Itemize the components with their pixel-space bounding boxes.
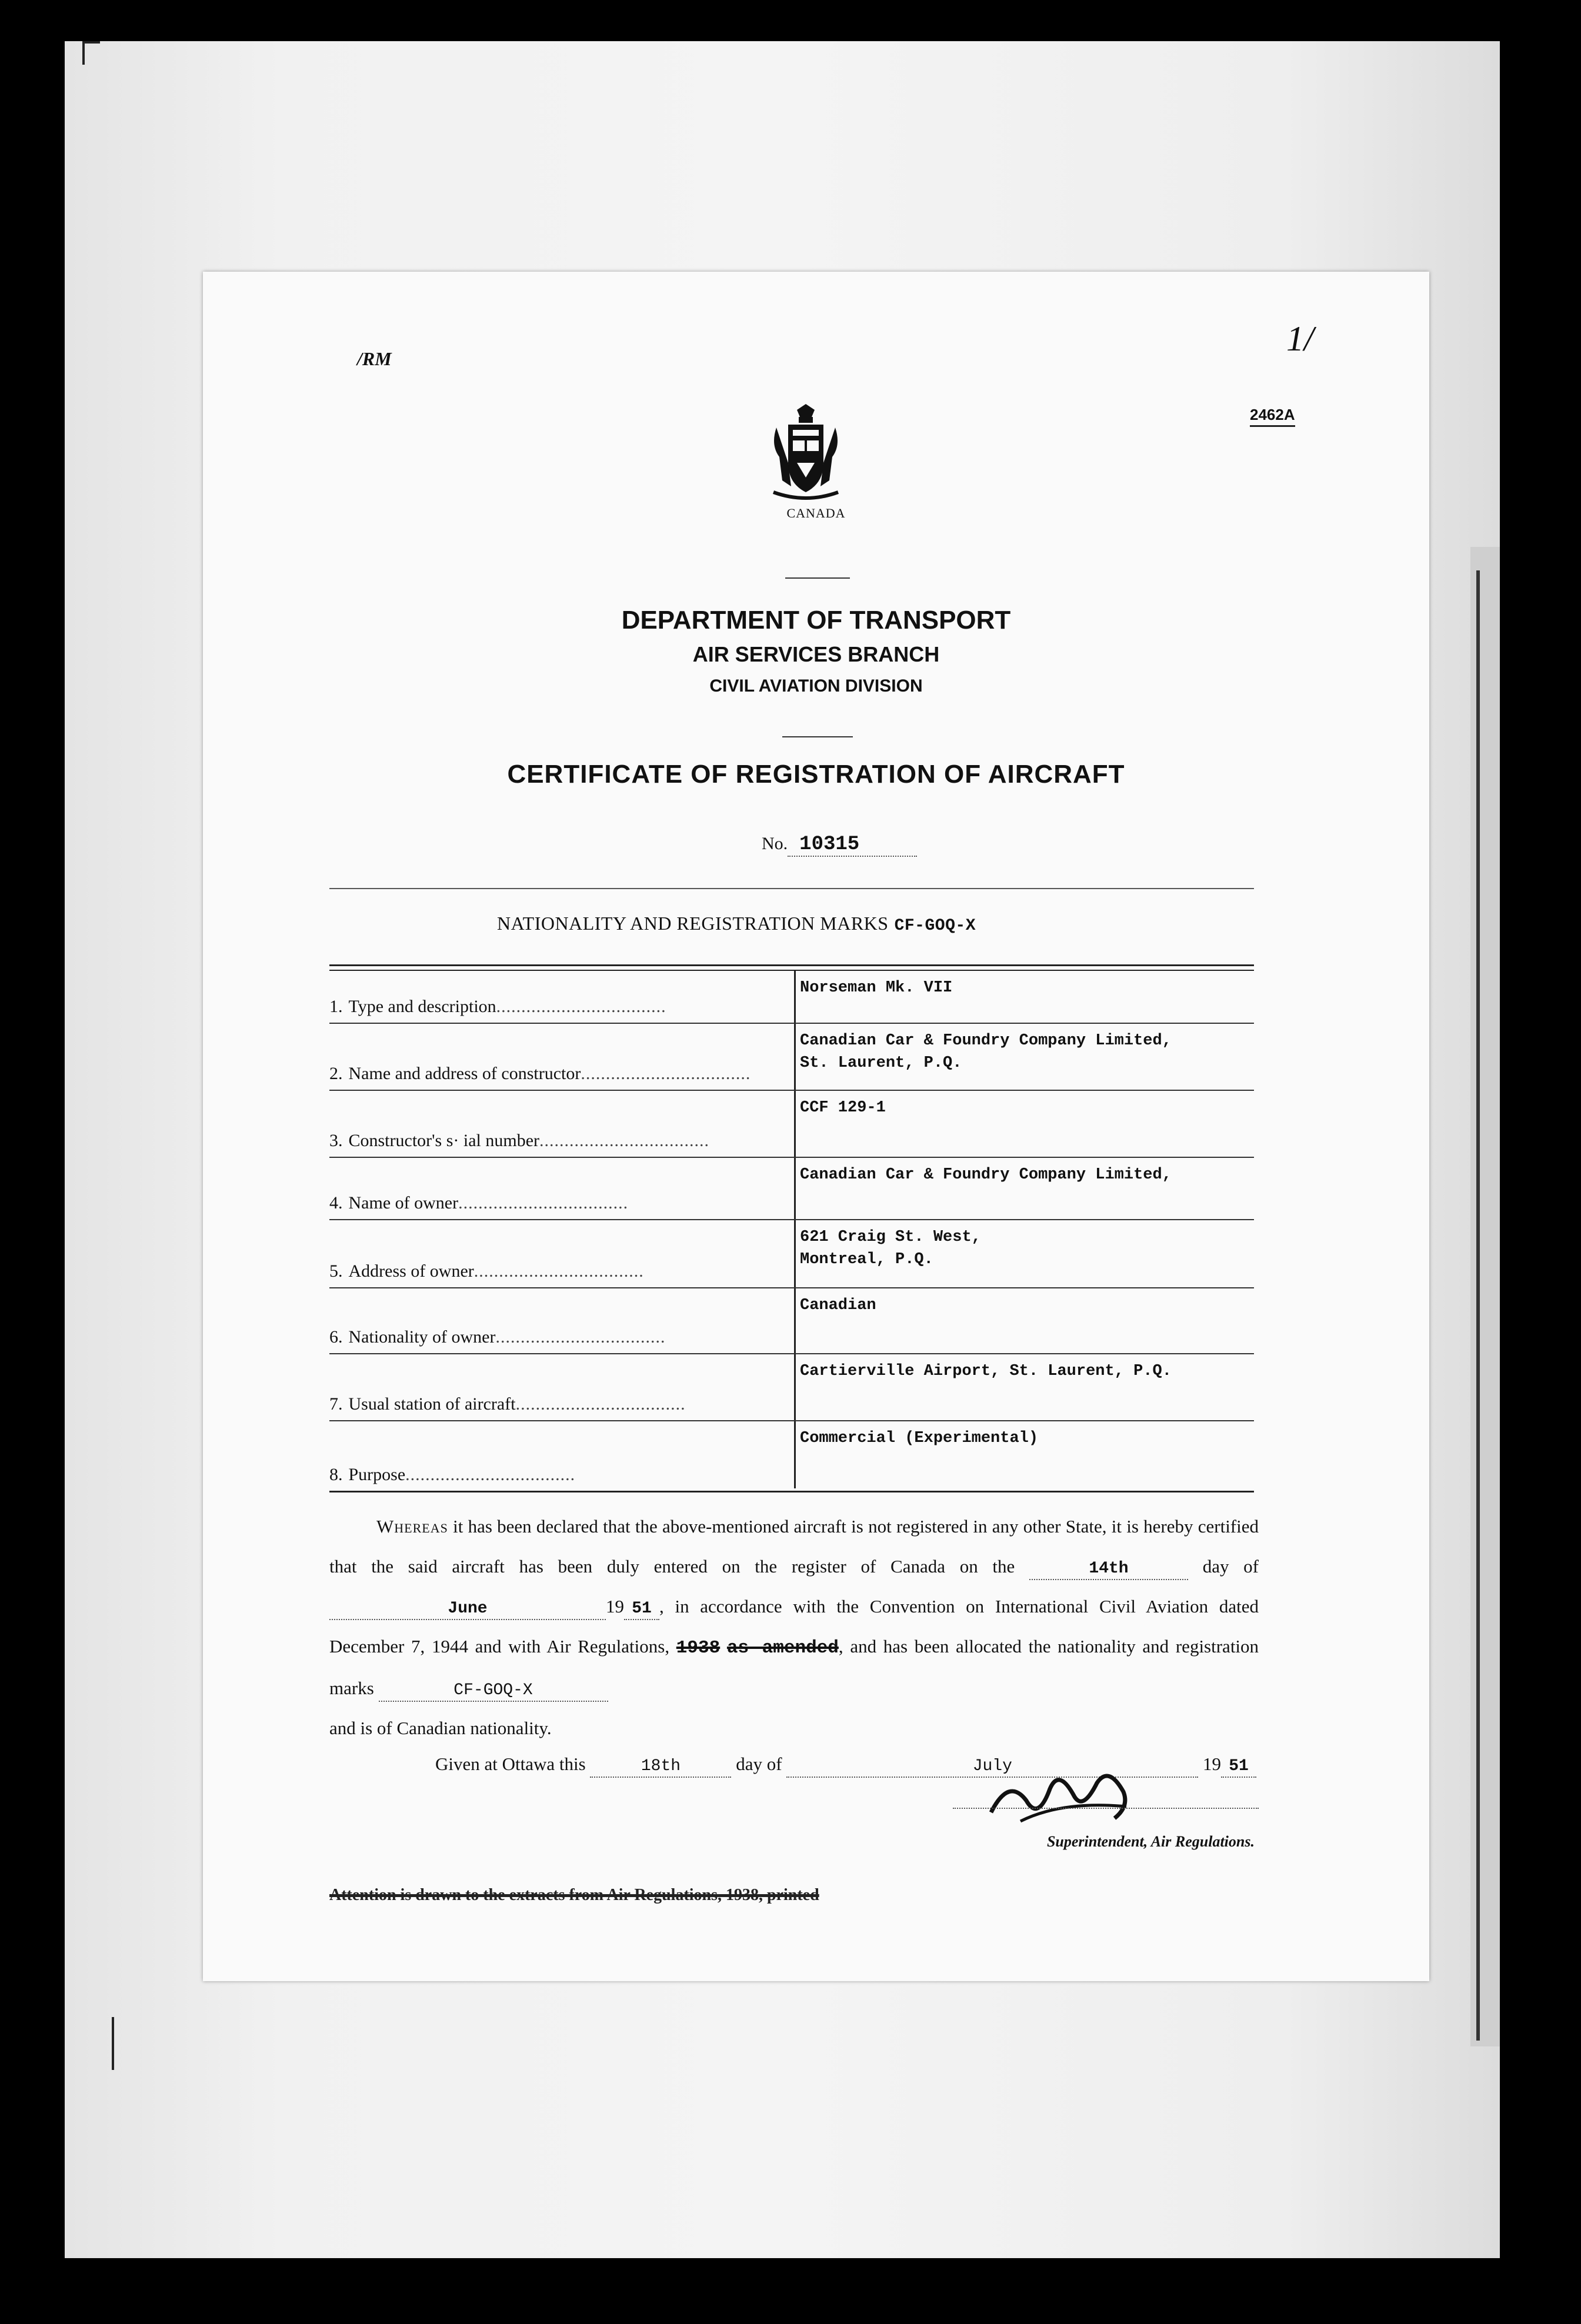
signature-line: [953, 1808, 1259, 1809]
film-edge-mark: [1476, 570, 1480, 2041]
signature-icon: [985, 1765, 1138, 1830]
nationality-marks: CF-GOQ-X: [894, 917, 976, 935]
row-value: CCF 129-1: [800, 1099, 886, 1117]
form-number: 2462A: [1250, 406, 1295, 427]
row-label: 6. Nationality of owner..................................: [329, 1327, 666, 1347]
row-value: 621 Craig St. West, Montreal, P.Q.: [800, 1228, 981, 1268]
signatory-title: Superintendent, Air Regulations.: [1046, 1833, 1255, 1850]
table-row: [329, 1421, 1254, 1492]
whereas-word: Whereas: [376, 1516, 448, 1537]
row-label: 1. Type and description..................................: [329, 997, 666, 1016]
table-row: [329, 1091, 1254, 1158]
row-value: Cartierville Airport, St. Laurent, P.Q.: [800, 1363, 1172, 1380]
row-value: Canadian Car & Foundry Company Limited,: [800, 1166, 1172, 1184]
number-label: No.: [762, 834, 788, 853]
row-label: 4. Name of owner..................................: [329, 1193, 629, 1213]
division-heading: CIVIL AVIATION DIVISION: [709, 676, 923, 696]
struck-footer-note: Attention is drawn to the extracts from Air Regulations, 1938, printed: [329, 1886, 819, 1904]
table-row: [329, 1220, 1254, 1288]
nationality-line: [497, 913, 976, 935]
row-label: 5. Address of owner..................................: [329, 1261, 644, 1281]
given-year-prefix: 19: [1203, 1754, 1222, 1774]
check-mark: 1/: [1286, 319, 1314, 358]
certificate-title: CERTIFICATE OF REGISTRATION OF AIRCRAFT: [507, 760, 1125, 789]
film-edge-mark: [1470, 547, 1500, 2046]
row-value: Commercial (Experimental): [800, 1430, 1039, 1447]
paragraph-text: it has been declared that the above-mentioned aircraft is not registered in any other State, it is hereby certified that the said aircraft has been duly entered on the register of Canada on the: [329, 1516, 1259, 1577]
canada-coat-of-arms-icon: [765, 404, 847, 504]
given-label: Given at Ottawa this: [435, 1754, 586, 1774]
registration-marks: CF-GOQ-X: [379, 1681, 608, 1702]
divider: [782, 736, 853, 737]
row-label: 3. Constructor's s· ial number..................................: [329, 1131, 710, 1150]
struck-year: 1938: [676, 1638, 721, 1658]
given-day: 18th: [590, 1757, 731, 1778]
table-row: [329, 1354, 1254, 1421]
day-of-text: day of: [1202, 1556, 1259, 1577]
row-label: 7. Usual station of aircraft..................................: [329, 1394, 686, 1414]
table-row: [329, 971, 1254, 1024]
certification-paragraph: [329, 1507, 1259, 1748]
row-label: 8. Purpose..................................: [329, 1465, 576, 1484]
paragraph-text: , in accordance with the Convention on International Civil Aviation dated December 7, 1944 and with Air Regulations,: [329, 1596, 1259, 1657]
registration-table: [329, 964, 1254, 1492]
divider: [785, 577, 850, 579]
row-value: Canadian: [800, 1297, 876, 1314]
given-year: 51: [1221, 1757, 1256, 1778]
paragraph-text: , and has been allocated the nationality and registration marks: [329, 1636, 1259, 1698]
given-day-of: day of: [736, 1754, 782, 1774]
film-corner-mark: [82, 41, 100, 44]
department-heading: DEPARTMENT OF TRANSPORT: [621, 606, 1011, 635]
nationality-label: NATIONALITY AND REGISTRATION MARKS: [497, 913, 889, 934]
year-prefix: 19: [606, 1596, 624, 1617]
table-row: [329, 1288, 1254, 1354]
registration-month: June: [329, 1599, 606, 1620]
struck-amended: as amended: [726, 1638, 839, 1658]
paragraph-text: and is of Canadian nationality.: [329, 1718, 552, 1738]
certificate-document: [203, 272, 1429, 1981]
given-month: July: [786, 1757, 1198, 1778]
registration-day: 14th: [1029, 1559, 1188, 1580]
table-row: [329, 1158, 1254, 1220]
row-value: Norseman Mk. VII: [800, 979, 953, 997]
film-corner-mark: [112, 2017, 114, 2070]
divider: [329, 888, 1254, 889]
branch-heading: AIR SERVICES BRANCH: [692, 642, 940, 666]
crest-label: CANADA: [786, 506, 846, 520]
table-row: [329, 1024, 1254, 1091]
certificate-number-line: [762, 833, 917, 857]
film-corner-mark: [82, 41, 85, 65]
corner-code: /RM: [357, 348, 392, 369]
row-label: 2. Name and address of constructor..................................: [329, 1064, 751, 1083]
certificate-number: 10315: [788, 833, 917, 857]
row-value: Canadian Car & Foundry Company Limited, St. Laurent, P.Q.: [800, 1032, 1172, 1072]
table-top-rule: [329, 964, 1254, 966]
table-body: [329, 971, 1254, 1492]
registration-year: 51: [624, 1599, 659, 1620]
